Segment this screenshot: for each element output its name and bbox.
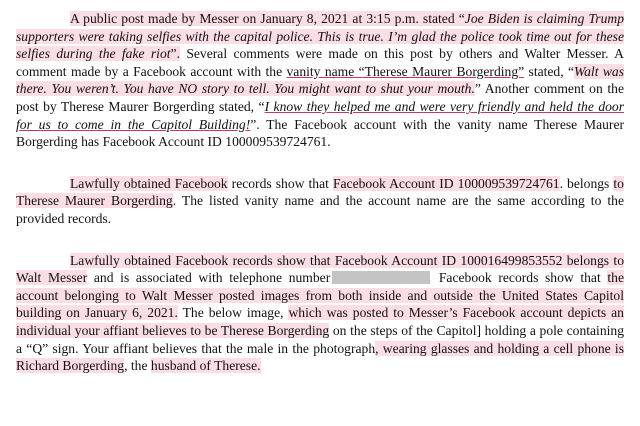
paragraph-facebook-post <box>16 10 624 151</box>
comments-text: Several comments were made on this post by others and Walter Messer. A comment made by a Facebook account with the <box>16 46 624 79</box>
records-show-text: records show that <box>227 175 333 191</box>
affiant-belief-highlight: which was posted to Messer’s Facebook account depicts an individual your affiant believes to be Therese Borgerding <box>16 305 624 338</box>
records-rest-text: . The listed vanity name and the account name are the same according to the provided records. <box>16 193 624 226</box>
comment-quote: Walt was there. You weren’t. You have NO story to tell. You might want to shut your mouth. <box>16 63 624 97</box>
the-text: , the <box>124 358 151 374</box>
vanity-name-phrase: vanity name “Therese Maurer Borgerding” <box>286 63 525 79</box>
lawfully-obtained-highlight: Lawfully obtained Facebook <box>70 175 228 191</box>
belongs-text: . belongs <box>559 175 614 191</box>
stated-text: stated, “ <box>524 63 575 79</box>
below-image-text: The below image, <box>177 305 289 321</box>
account-id-text: ”. The Facebook account with the vanity name Therese Maurer Borgerding has Facebook Account ID 100009539724761. <box>16 116 625 150</box>
records-show-text-2: Facebook records show that <box>432 270 608 286</box>
paragraph-therese-account <box>16 175 624 228</box>
capitol-steps-text: on the steps of the Capitol] holding a pole containing a “Q” sign. Your affiant believes that the male in the photograph <box>16 322 624 356</box>
husband-highlight: husband of Therese. <box>150 358 261 374</box>
therese-highlight: to Therese Maurer Borgerding <box>16 175 624 209</box>
posted-images-highlight: the account belonging to Walt Messer posted images from both inside and outside the United States Capitol building on January 6, 2021. <box>16 270 624 321</box>
walt-account-highlight: Lawfully obtained Facebook records show that Facebook Account ID 100016499853552 belongs to Walt Messer <box>16 252 624 286</box>
account-id-highlight: Facebook Account ID 100009539724761 <box>332 175 560 191</box>
second-comment-quote: I know they helped me and were very friendly and held the door for us to come in the Capitol Building! <box>16 98 625 132</box>
paragraph-walt-account <box>16 252 624 375</box>
post-intro: A public post made by Messer on January 8, 2021 at 3:15 p.m. stated “ <box>70 11 465 26</box>
post-quote: Joe Biden is claiming Trump supporters were taking selfies with the capital police. This is true. I’m glad the police took time out for these selfies during the fake riot <box>16 11 624 62</box>
glasses-highlight: , wearing glasses and holding a cell phone is Richard Borgerding <box>16 340 624 374</box>
redacted-phone-number <box>332 271 430 284</box>
phone-text: and is associated with telephone number <box>87 270 331 286</box>
post-quote-end: ”. <box>170 46 180 62</box>
comment-end: ” Another comment on the post by Therese Maurer Borgerding stated, “ <box>16 81 624 114</box>
